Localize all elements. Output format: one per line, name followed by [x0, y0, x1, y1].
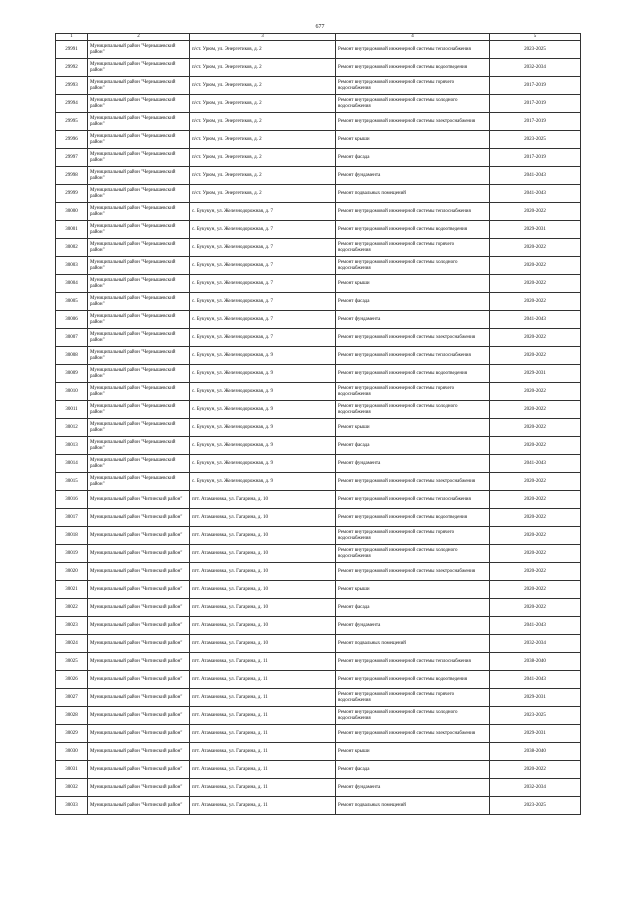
period-cell: 2041-2043 [490, 167, 581, 185]
period-cell: 2020-2022 [490, 239, 581, 257]
table-row [56, 77, 581, 95]
municipality-cell: Муниципальный район "Читинский район" [88, 725, 190, 743]
municipality-cell: Муниципальный район "Чернышевский район" [88, 41, 190, 59]
period-cell: 2029-2031 [490, 221, 581, 239]
row-number: 30023 [56, 617, 88, 635]
municipality-cell: Муниципальный район "Читинский район" [88, 671, 190, 689]
address-cell: пгт. Атамановка, ул. Гагарина, д. 10 [190, 527, 336, 545]
period-cell: 2032-2034 [490, 635, 581, 653]
address-cell: пгт. Атамановка, ул. Гагарина, д. 11 [190, 797, 336, 815]
municipality-cell: Муниципальный район "Чернышевский район" [88, 239, 190, 257]
work-type-cell: Ремонт фасада [336, 761, 490, 779]
work-type-cell: Ремонт фундамента [336, 455, 490, 473]
row-number: 30031 [56, 761, 88, 779]
work-type-cell: Ремонт внутридомовой инженерной системы холодного водоснабжения [336, 545, 490, 563]
address-cell: пгт. Атамановка, ул. Гагарина, д. 10 [190, 545, 336, 563]
row-number: 30030 [56, 743, 88, 761]
address-cell: пгт. Атамановка, ул. Гагарина, д. 10 [190, 581, 336, 599]
table-row [56, 473, 581, 491]
municipality-cell: Муниципальный район "Читинский район" [88, 797, 190, 815]
row-number: 30015 [56, 473, 88, 491]
address-cell: пгт. Атамановка, ул. Гагарина, д. 10 [190, 635, 336, 653]
municipality-cell: Муниципальный район "Читинский район" [88, 707, 190, 725]
municipality-cell: Муниципальный район "Чернышевский район" [88, 329, 190, 347]
table-row [56, 581, 581, 599]
work-type-cell: Ремонт фундамента [336, 779, 490, 797]
municipality-cell: Муниципальный район "Читинский район" [88, 617, 190, 635]
header-col-work-type: 4 [336, 34, 490, 41]
period-cell: 2020-2022 [490, 563, 581, 581]
table-row [56, 455, 581, 473]
address-cell: п/ст. Урюм, ул. Энергетиков, д. 2 [190, 77, 336, 95]
address-cell: пгт. Атамановка, ул. Гагарина, д. 11 [190, 707, 336, 725]
table-row [56, 491, 581, 509]
address-cell: пгт. Атамановка, ул. Гагарина, д. 10 [190, 563, 336, 581]
address-cell: с. Букукун, ул. Железнодорожная, д. 9 [190, 419, 336, 437]
work-type-cell: Ремонт внутридомовой инженерной системы электроснабжения [336, 563, 490, 581]
work-type-cell: Ремонт подвальных помещений [336, 797, 490, 815]
address-cell: пгт. Атамановка, ул. Гагарина, д. 11 [190, 779, 336, 797]
work-type-cell: Ремонт подвальных помещений [336, 635, 490, 653]
row-number: 30012 [56, 419, 88, 437]
work-type-cell: Ремонт крыши [336, 419, 490, 437]
municipality-cell: Муниципальный район "Чернышевский район" [88, 167, 190, 185]
work-type-cell: Ремонт внутридомовой инженерной системы водоотведения [336, 671, 490, 689]
table-row [56, 41, 581, 59]
address-cell: с. Букукун, ул. Железнодорожная, д. 9 [190, 347, 336, 365]
table-row [56, 113, 581, 131]
address-cell: с. Букукун, ул. Железнодорожная, д. 9 [190, 383, 336, 401]
address-cell: с. Букукун, ул. Железнодорожная, д. 9 [190, 473, 336, 491]
table-row [56, 437, 581, 455]
work-type-cell: Ремонт крыши [336, 131, 490, 149]
period-cell: 2029-2031 [490, 365, 581, 383]
address-cell: с. Букукун, ул. Железнодорожная, д. 9 [190, 401, 336, 419]
work-type-cell: Ремонт внутридомовой инженерной системы горячего водоснабжения [336, 383, 490, 401]
work-type-cell: Ремонт подвальных помещений [336, 185, 490, 203]
period-cell: 2041-2043 [490, 185, 581, 203]
address-cell: с. Букукун, ул. Железнодорожная, д. 7 [190, 239, 336, 257]
work-type-cell: Ремонт внутридомовой инженерной системы водоотведения [336, 509, 490, 527]
period-cell: 2038-2040 [490, 743, 581, 761]
table-row [56, 221, 581, 239]
table-row [56, 149, 581, 167]
work-type-cell: Ремонт внутридомовой инженерной системы электроснабжения [336, 113, 490, 131]
address-cell: пгт. Атамановка, ул. Гагарина, д. 10 [190, 617, 336, 635]
period-cell: 2017-2019 [490, 113, 581, 131]
period-cell: 2020-2022 [490, 347, 581, 365]
table-row [56, 419, 581, 437]
municipality-cell: Муниципальный район "Чернышевский район" [88, 185, 190, 203]
municipality-cell: Муниципальный район "Чернышевский район" [88, 203, 190, 221]
work-type-cell: Ремонт внутридомовой инженерной системы электроснабжения [336, 329, 490, 347]
municipality-cell: Муниципальный район "Чернышевский район" [88, 77, 190, 95]
row-number: 29996 [56, 131, 88, 149]
table-row [56, 347, 581, 365]
address-cell: с. Букукун, ул. Железнодорожная, д. 7 [190, 329, 336, 347]
municipality-cell: Муниципальный район "Чернышевский район" [88, 419, 190, 437]
table-row [56, 527, 581, 545]
address-cell: пгт. Атамановка, ул. Гагарина, д. 11 [190, 725, 336, 743]
table-body [56, 41, 581, 815]
table-row [56, 257, 581, 275]
municipality-cell: Муниципальный район "Чернышевский район" [88, 95, 190, 113]
table-row [56, 545, 581, 563]
row-number: 30032 [56, 779, 88, 797]
row-number: 30022 [56, 599, 88, 617]
period-cell: 2023-2025 [490, 797, 581, 815]
work-type-cell: Ремонт внутридомовой инженерной системы горячего водоснабжения [336, 689, 490, 707]
row-number: 29999 [56, 185, 88, 203]
header-col-number: 1 [56, 34, 88, 41]
municipality-cell: Муниципальный район "Читинский район" [88, 779, 190, 797]
row-number: 30018 [56, 527, 88, 545]
period-cell: 2023-2025 [490, 131, 581, 149]
table-row [56, 653, 581, 671]
work-type-cell: Ремонт внутридомовой инженерной системы холодного водоснабжения [336, 707, 490, 725]
work-type-cell: Ремонт внутридомовой инженерной системы водоотведения [336, 365, 490, 383]
municipality-cell: Муниципальный район "Читинский район" [88, 491, 190, 509]
row-number: 30008 [56, 347, 88, 365]
row-number: 29998 [56, 167, 88, 185]
period-cell: 2041-2043 [490, 455, 581, 473]
municipality-cell: Муниципальный район "Чернышевский район" [88, 113, 190, 131]
period-cell: 2041-2043 [490, 311, 581, 329]
address-cell: пгт. Атамановка, ул. Гагарина, д. 11 [190, 671, 336, 689]
address-cell: п/ст. Урюм, ул. Энергетиков, д. 2 [190, 131, 336, 149]
address-cell: с. Букукун, ул. Железнодорожная, д. 7 [190, 293, 336, 311]
municipality-cell: Муниципальный район "Читинский район" [88, 761, 190, 779]
period-cell: 2020-2022 [490, 491, 581, 509]
page-number: 677 [315, 24, 325, 30]
municipality-cell: Муниципальный район "Чернышевский район" [88, 437, 190, 455]
work-type-cell: Ремонт внутридомовой инженерной системы горячего водоснабжения [336, 527, 490, 545]
address-cell: с. Букукун, ул. Железнодорожная, д. 7 [190, 221, 336, 239]
table-row [56, 275, 581, 293]
row-number: 30001 [56, 221, 88, 239]
work-type-cell: Ремонт фасада [336, 437, 490, 455]
address-cell: пгт. Атамановка, ул. Гагарина, д. 11 [190, 743, 336, 761]
work-type-cell: Ремонт внутридомовой инженерной системы горячего водоснабжения [336, 239, 490, 257]
municipality-cell: Муниципальный район "Чернышевский район" [88, 221, 190, 239]
row-number: 30003 [56, 257, 88, 275]
work-type-cell: Ремонт внутридомовой инженерной системы водоотведения [336, 221, 490, 239]
municipality-cell: Муниципальный район "Читинский район" [88, 581, 190, 599]
address-cell: с. Букукун, ул. Железнодорожная, д. 9 [190, 455, 336, 473]
work-type-cell: Ремонт внутридомовой инженерной системы теплоснабжения [336, 203, 490, 221]
row-number: 30000 [56, 203, 88, 221]
table-row [56, 401, 581, 419]
period-cell: 2020-2022 [490, 275, 581, 293]
municipality-cell: Муниципальный район "Чернышевский район" [88, 455, 190, 473]
period-cell: 2041-2043 [490, 617, 581, 635]
municipality-cell: Муниципальный район "Читинский район" [88, 635, 190, 653]
address-cell: с. Букукун, ул. Железнодорожная, д. 7 [190, 275, 336, 293]
period-cell: 2020-2022 [490, 761, 581, 779]
table-row [56, 95, 581, 113]
period-cell: 2020-2022 [490, 203, 581, 221]
address-cell: с. Букукун, ул. Железнодорожная, д. 7 [190, 311, 336, 329]
row-number: 30009 [56, 365, 88, 383]
municipality-cell: Муниципальный район "Читинский район" [88, 653, 190, 671]
work-type-cell: Ремонт внутридомовой инженерной системы теплоснабжения [336, 491, 490, 509]
table-row [56, 725, 581, 743]
work-type-cell: Ремонт внутридомовой инженерной системы теплоснабжения [336, 347, 490, 365]
period-cell: 2020-2022 [490, 599, 581, 617]
table-header [56, 34, 581, 41]
row-number: 30006 [56, 311, 88, 329]
period-cell: 2032-2034 [490, 779, 581, 797]
period-cell: 2020-2022 [490, 329, 581, 347]
row-number: 30028 [56, 707, 88, 725]
work-type-cell: Ремонт фасада [336, 149, 490, 167]
table-row [56, 329, 581, 347]
work-type-cell: Ремонт внутридомовой инженерной системы электроснабжения [336, 473, 490, 491]
table-row [56, 311, 581, 329]
work-type-cell: Ремонт крыши [336, 743, 490, 761]
address-cell: с. Букукун, ул. Железнодорожная, д. 7 [190, 257, 336, 275]
table-row [56, 797, 581, 815]
municipality-cell: Муниципальный район "Читинский район" [88, 689, 190, 707]
work-type-cell: Ремонт фундамента [336, 617, 490, 635]
municipality-cell: Муниципальный район "Читинский район" [88, 743, 190, 761]
row-number: 30014 [56, 455, 88, 473]
address-cell: пгт. Атамановка, ул. Гагарина, д. 10 [190, 491, 336, 509]
row-number: 29994 [56, 95, 88, 113]
header-col-period: 5 [490, 34, 581, 41]
table-row [56, 365, 581, 383]
address-cell: п/ст. Урюм, ул. Энергетиков, д. 2 [190, 149, 336, 167]
header-row [56, 34, 581, 41]
row-number: 30033 [56, 797, 88, 815]
municipality-cell: Муниципальный район "Читинский район" [88, 563, 190, 581]
address-cell: п/ст. Урюм, ул. Энергетиков, д. 2 [190, 59, 336, 77]
row-number: 30016 [56, 491, 88, 509]
municipality-cell: Муниципальный район "Чернышевский район" [88, 347, 190, 365]
period-cell: 2038-2040 [490, 653, 581, 671]
repair-schedule-table [55, 33, 581, 815]
address-cell: с. Букукун, ул. Железнодорожная, д. 9 [190, 365, 336, 383]
period-cell: 2020-2022 [490, 473, 581, 491]
period-cell: 2020-2022 [490, 293, 581, 311]
table-row [56, 293, 581, 311]
table-row [56, 689, 581, 707]
table-row [56, 671, 581, 689]
row-number: 30007 [56, 329, 88, 347]
row-number: 30011 [56, 401, 88, 419]
row-number: 30029 [56, 725, 88, 743]
period-cell: 2020-2022 [490, 545, 581, 563]
period-cell: 2020-2022 [490, 257, 581, 275]
municipality-cell: Муниципальный район "Чернышевский район" [88, 275, 190, 293]
municipality-cell: Муниципальный район "Чернышевский район" [88, 473, 190, 491]
work-type-cell: Ремонт внутридомовой инженерной системы горячего водоснабжения [336, 77, 490, 95]
table-row [56, 239, 581, 257]
work-type-cell: Ремонт фасада [336, 293, 490, 311]
period-cell: 2020-2022 [490, 581, 581, 599]
address-cell: с. Букукун, ул. Железнодорожная, д. 9 [190, 437, 336, 455]
table-row [56, 185, 581, 203]
work-type-cell: Ремонт фасада [336, 599, 490, 617]
period-cell: 2020-2022 [490, 527, 581, 545]
table-row [56, 509, 581, 527]
municipality-cell: Муниципальный район "Чернышевский район" [88, 401, 190, 419]
row-number: 29993 [56, 77, 88, 95]
table-row [56, 635, 581, 653]
row-number: 29995 [56, 113, 88, 131]
address-cell: п/ст. Урюм, ул. Энергетиков, д. 2 [190, 167, 336, 185]
table-row [56, 617, 581, 635]
municipality-cell: Муниципальный район "Чернышевский район" [88, 149, 190, 167]
table-row [56, 203, 581, 221]
municipality-cell: Муниципальный район "Читинский район" [88, 545, 190, 563]
period-cell: 2023-2025 [490, 707, 581, 725]
municipality-cell: Муниципальный район "Чернышевский район" [88, 131, 190, 149]
address-cell: п/ст. Урюм, ул. Энергетиков, д. 2 [190, 185, 336, 203]
work-type-cell: Ремонт внутридомовой инженерной системы теплоснабжения [336, 653, 490, 671]
municipality-cell: Муниципальный район "Читинский район" [88, 509, 190, 527]
table-row [56, 599, 581, 617]
work-type-cell: Ремонт крыши [336, 275, 490, 293]
work-type-cell: Ремонт внутридомовой инженерной системы холодного водоснабжения [336, 401, 490, 419]
period-cell: 2017-2019 [490, 149, 581, 167]
municipality-cell: Муниципальный район "Чернышевский район" [88, 293, 190, 311]
row-number: 30025 [56, 653, 88, 671]
row-number: 30017 [56, 509, 88, 527]
address-cell: п/ст. Урюм, ул. Энергетиков, д. 2 [190, 113, 336, 131]
municipality-cell: Муниципальный район "Читинский район" [88, 527, 190, 545]
header-col-municipality: 2 [88, 34, 190, 41]
address-cell: п/ст. Урюм, ул. Энергетиков, д. 2 [190, 95, 336, 113]
table-row [56, 167, 581, 185]
table-row [56, 59, 581, 77]
work-type-cell: Ремонт внутридомовой инженерной системы холодного водоснабжения [336, 95, 490, 113]
row-number: 30021 [56, 581, 88, 599]
table-row [56, 707, 581, 725]
address-cell: пгт. Атамановка, ул. Гагарина, д. 10 [190, 599, 336, 617]
address-cell: пгт. Атамановка, ул. Гагарина, д. 11 [190, 653, 336, 671]
work-type-cell: Ремонт внутридомовой инженерной системы электроснабжения [336, 725, 490, 743]
table-row [56, 131, 581, 149]
work-type-cell: Ремонт фундамента [336, 311, 490, 329]
table-row [56, 779, 581, 797]
row-number: 30027 [56, 689, 88, 707]
municipality-cell: Муниципальный район "Чернышевский район" [88, 383, 190, 401]
row-number: 30020 [56, 563, 88, 581]
table-row [56, 761, 581, 779]
row-number: 30005 [56, 293, 88, 311]
period-cell: 2041-2043 [490, 671, 581, 689]
period-cell: 2029-2031 [490, 689, 581, 707]
address-cell: пгт. Атамановка, ул. Гагарина, д. 11 [190, 689, 336, 707]
period-cell: 2020-2022 [490, 383, 581, 401]
municipality-cell: Муниципальный район "Чернышевский район" [88, 257, 190, 275]
municipality-cell: Муниципальный район "Чернышевский район" [88, 365, 190, 383]
row-number: 30010 [56, 383, 88, 401]
row-number: 29991 [56, 41, 88, 59]
work-type-cell: Ремонт фундамента [336, 167, 490, 185]
row-number: 30002 [56, 239, 88, 257]
row-number: 30013 [56, 437, 88, 455]
address-cell: пгт. Атамановка, ул. Гагарина, д. 10 [190, 509, 336, 527]
municipality-cell: Муниципальный район "Читинский район" [88, 599, 190, 617]
work-type-cell: Ремонт внутридомовой инженерной системы теплоснабжения [336, 41, 490, 59]
municipality-cell: Муниципальный район "Чернышевский район" [88, 59, 190, 77]
table-row [56, 563, 581, 581]
table-row [56, 383, 581, 401]
period-cell: 2020-2022 [490, 509, 581, 527]
address-cell: с. Букукун, ул. Железнодорожная, д. 7 [190, 203, 336, 221]
row-number: 29992 [56, 59, 88, 77]
period-cell: 2017-2019 [490, 77, 581, 95]
work-type-cell: Ремонт внутридомовой инженерной системы холодного водоснабжения [336, 257, 490, 275]
header-col-address: 3 [190, 34, 336, 41]
row-number: 29997 [56, 149, 88, 167]
work-type-cell: Ремонт крыши [336, 581, 490, 599]
table-row [56, 743, 581, 761]
period-cell: 2020-2022 [490, 401, 581, 419]
period-cell: 2020-2022 [490, 437, 581, 455]
period-cell: 2032-2034 [490, 59, 581, 77]
row-number: 30004 [56, 275, 88, 293]
row-number: 30024 [56, 635, 88, 653]
period-cell: 2029-2031 [490, 725, 581, 743]
address-cell: пгт. Атамановка, ул. Гагарина, д. 11 [190, 761, 336, 779]
period-cell: 2023-2025 [490, 41, 581, 59]
address-cell: п/ст. Урюм, ул. Энергетиков, д. 2 [190, 41, 336, 59]
row-number: 30019 [56, 545, 88, 563]
period-cell: 2017-2019 [490, 95, 581, 113]
period-cell: 2020-2022 [490, 419, 581, 437]
municipality-cell: Муниципальный район "Чернышевский район" [88, 311, 190, 329]
work-type-cell: Ремонт внутридомовой инженерной системы водоотведения [336, 59, 490, 77]
row-number: 30026 [56, 671, 88, 689]
